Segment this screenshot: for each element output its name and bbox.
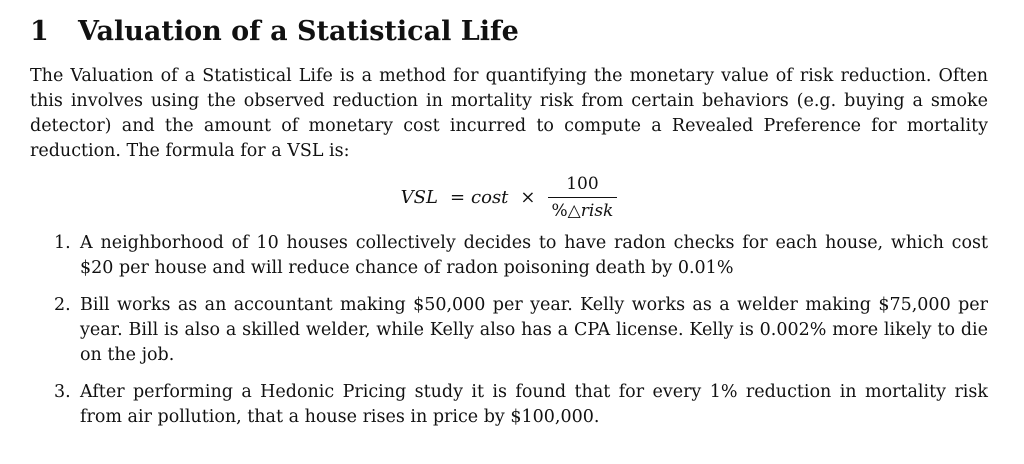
list-item-number: 2. <box>54 295 71 315</box>
formula-fraction <box>548 174 618 221</box>
list-item-text: A neighborhood of 10 houses collectively decides to have radon checks for each house, which cost $20 per house and will reduce chance of radon poisoning death by 0.01% <box>80 233 988 278</box>
section-title: Valuation of a Statistical Life <box>78 16 519 47</box>
list-item-number: 3. <box>54 382 71 402</box>
intro-paragraph: The Valuation of a Statistical Life is a method for quantifying the monetary value of risk reduction. Often this involves using the observed reduction in mortality risk from certain behaviors (e.g. buying a smoke detector) and the amount of monetary cost incurred to compute a Revealed Preference for mortality reduction. The formula for a VSL is: <box>30 66 988 161</box>
denominator-prefix: %△ <box>551 201 581 221</box>
denominator-var: risk <box>580 201 614 221</box>
formula-lhs: VSL <box>400 187 438 208</box>
formula-times: × <box>520 187 536 208</box>
section-number: 1 <box>30 16 49 47</box>
list-item-number: 1. <box>54 233 71 253</box>
document-page <box>30 14 988 442</box>
problem-list <box>30 231 988 430</box>
formula-denominator <box>548 198 618 221</box>
formula-equals: = <box>449 187 466 208</box>
formula-cost: cost <box>471 187 509 208</box>
list-item-text: After performing a Hedonic Pricing study it is found that for every 1% reduction in mortality risk from air pollution, that a house rises in price by $100,000. <box>80 382 988 427</box>
formula-numerator: 100 <box>566 174 599 194</box>
list-item-text: Bill works as an accountant making $50,000 per year. Kelly works as a welder making $75,000 per year. Bill is also a skilled welder, while Kelly also has a CPA license. Kelly is 0.002% more likely to die on the job. <box>80 295 988 365</box>
list-item <box>54 231 988 281</box>
vsl-formula <box>30 174 988 221</box>
section-heading <box>30 14 988 50</box>
list-item <box>54 293 988 368</box>
list-item <box>54 380 988 430</box>
